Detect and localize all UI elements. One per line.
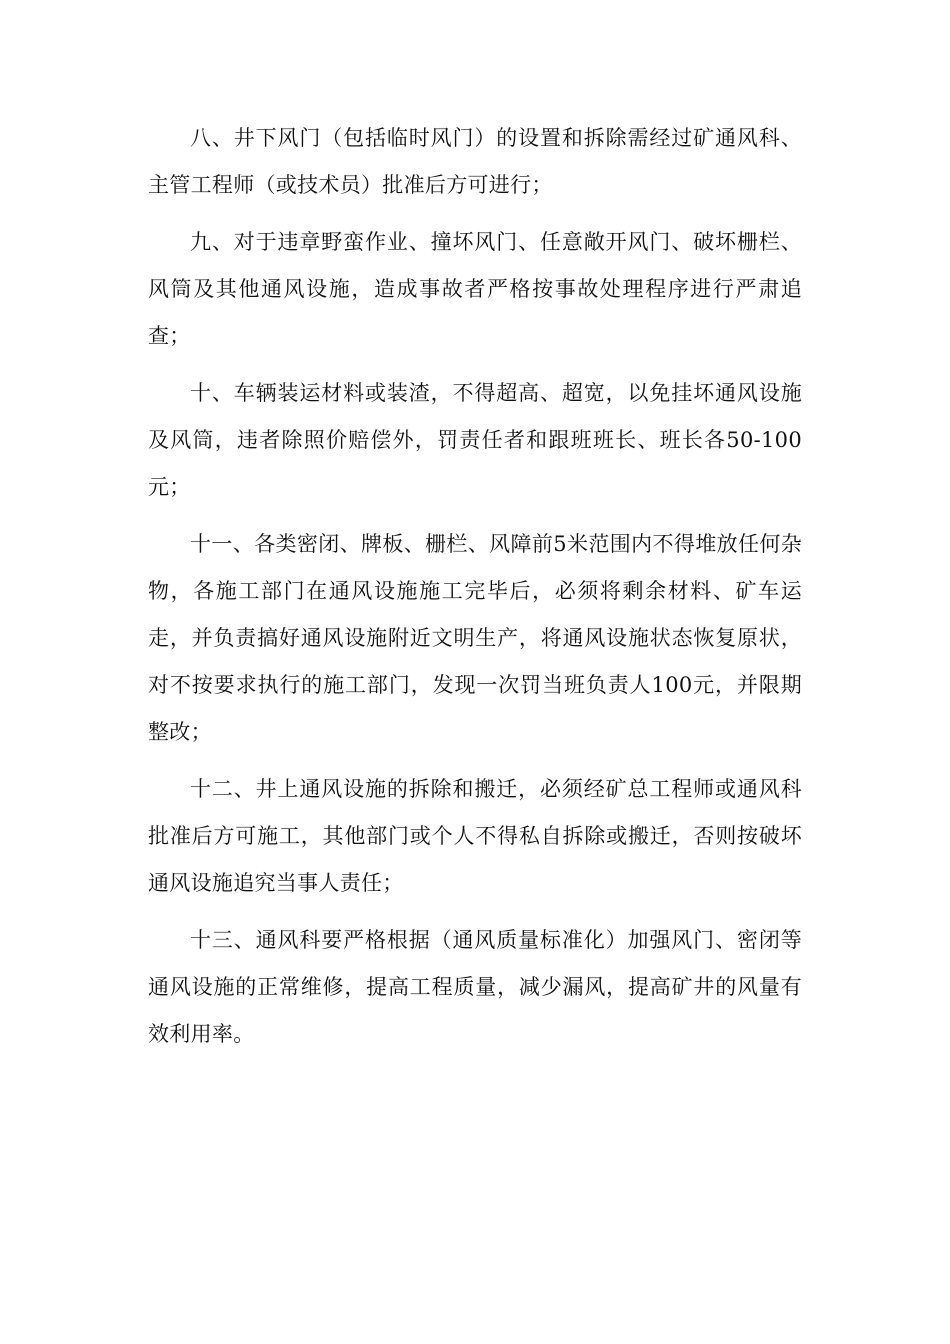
document-body xyxy=(148,115,802,1068)
paragraph-item-10: 十、车辆装运材料或装渣，不得超高、超宽，以免挂坏通风设施及风筒，违者除照价赔偿外，罚责任者和跟班班长、班长各50-100元； xyxy=(148,381,802,499)
paragraph-item-11: 十一、各类密闭、牌板、栅栏、风障前5米范围内不得堆放任何杂物，各施工部门在通风设施施工完毕后，必须将剩余材料、矿车运走，并负责搞好通风设施附近文明生产，将通风设施状态恢复原状，对不按要求执行的施工部门，发现一次罚当班负责人100元，并限期整改； xyxy=(148,532,802,744)
paragraph-item-9: 九、对于违章野蛮作业、撞坏风门、任意敞开风门、破坏栅栏、风筒及其他通风设施，造成事故者严格按事故处理程序进行严肃追查； xyxy=(148,230,802,348)
paragraph-item-8: 八、井下风门（包括临时风门）的设置和拆除需经过矿通风科、主管工程师（或技术员）批准后方可进行； xyxy=(148,126,802,197)
paragraph-item-12: 十二、井上通风设施的拆除和搬迁，必须经矿总工程师或通风科批准后方可施工，其他部门或个人不得私自拆除或搬迁，否则按破坏通风设施追究当事人责任； xyxy=(148,777,802,895)
paragraph-item-13: 十三、通风科要严格根据（通风质量标准化）加强风门、密闭等通风设施的正常维修，提高工程质量，减少漏风，提高矿井的风量有效利用率。 xyxy=(148,928,802,1046)
